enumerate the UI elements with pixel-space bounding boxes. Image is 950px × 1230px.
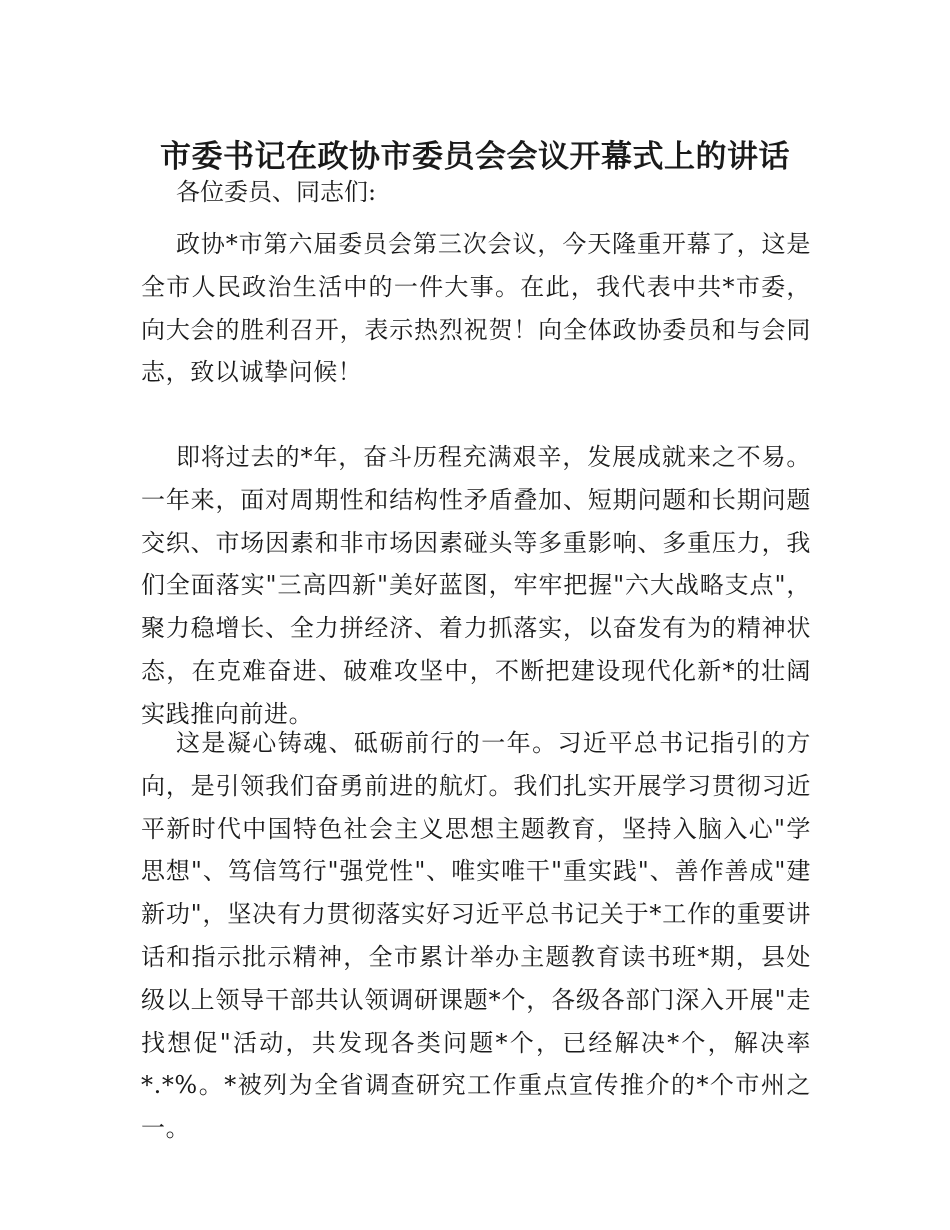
paragraph-opening: 政协*市第六届委员会第三次会议，今天隆重开幕了，这是全市人民政治生活中的一件大事。在此，我代表中共*市委，向大会的胜利召开，表示热烈祝贺！向全体政协委员和与会同志，致以诚挚问候！: [141, 230, 811, 387]
paragraph-review: 即将过去的*年，奋斗历程充满艰辛，发展成就来之不易。一年来，面对周期性和结构性矛盾叠加、短期问题和长期问题交织、市场因素和非市场因素碰头等多重影响、多重压力，我们全面落实"三高四新"美好蓝图，牢牢把握"六大战略支点"，聚力稳增长、全力拼经济、着力抓落实，以奋发有为的精神状态，在克难奋进、破难攻坚中，不断把建设现代化新*的壮阔实践推向前进。: [141, 443, 811, 728]
paragraph-education: 这是凝心铸魂、砥砺前行的一年。习近平总书记指引的方向，是引领我们奋勇前进的航灯。我们扎实开展学习贯彻习近平新时代中国特色社会主义思想主题教育，坚持入脑入心"学思想"、笃信笃行"强党性"、唯实唯干"重实践"、善作善成"建新功"，坚决有力贯彻落实好习近平总书记关于*工作的重要讲话和指示批示精神，全市累计举办主题教育读书班*期，县处级以上领导干部共认领调研课题*个，各级各部门深入开展"走找想促"活动，共发现各类问题*个，已经解决*个，解决率*.*%。*被列为全省调查研究工作重点宣传推介的*个市州之一。: [141, 729, 811, 1143]
document-title: 市委书记在政协市委员会会议开幕式上的讲话: [160, 138, 790, 175]
salutation: 各位委员、同志们:: [176, 178, 377, 206]
